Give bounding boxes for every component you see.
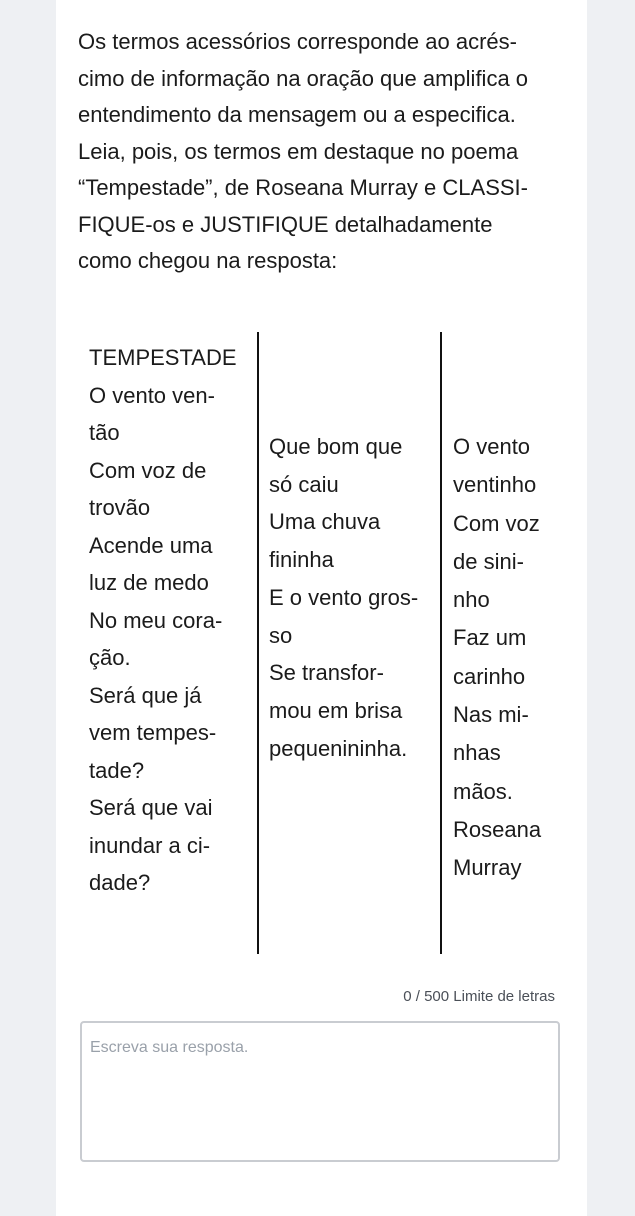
poem-column-2: Que bom que só caiu Uma chuva fininha E o vento gros- so Se transfor- mou em brisa pequenininha.	[269, 434, 419, 761]
answer-input[interactable]	[82, 1023, 558, 1160]
question-card	[56, 0, 587, 1216]
poem-column-1: TEMPESTADE O vento ven- tão Com voz de trovão Acende uma luz de medo No meu cora- ção. Será que já vem tempes- tade? Será que vai inundar a ci- dade?	[89, 345, 237, 895]
column-divider	[257, 332, 259, 954]
question-text: Os termos acessórios corresponde ao acrés- cimo de informação na oração que amplifica o entendimento da mensagem ou a especifica. Leia, pois, os termos em destaque no poema “Tempestade”, de Roseana Murray e CLASSI- FIQUE-os e JUSTIFIQUE detalhadamente como chegou na resposta:	[78, 29, 529, 273]
answer-box[interactable]	[80, 1021, 560, 1162]
poem-column-3: O vento ventinho Com voz de sini- nho Faz um carinho Nas mi- nhas mãos. Roseana Murray	[453, 434, 542, 881]
column-divider	[440, 332, 442, 954]
character-counter: 0 / 500 Limite de letras	[403, 988, 555, 1005]
poem-table	[56, 332, 587, 954]
